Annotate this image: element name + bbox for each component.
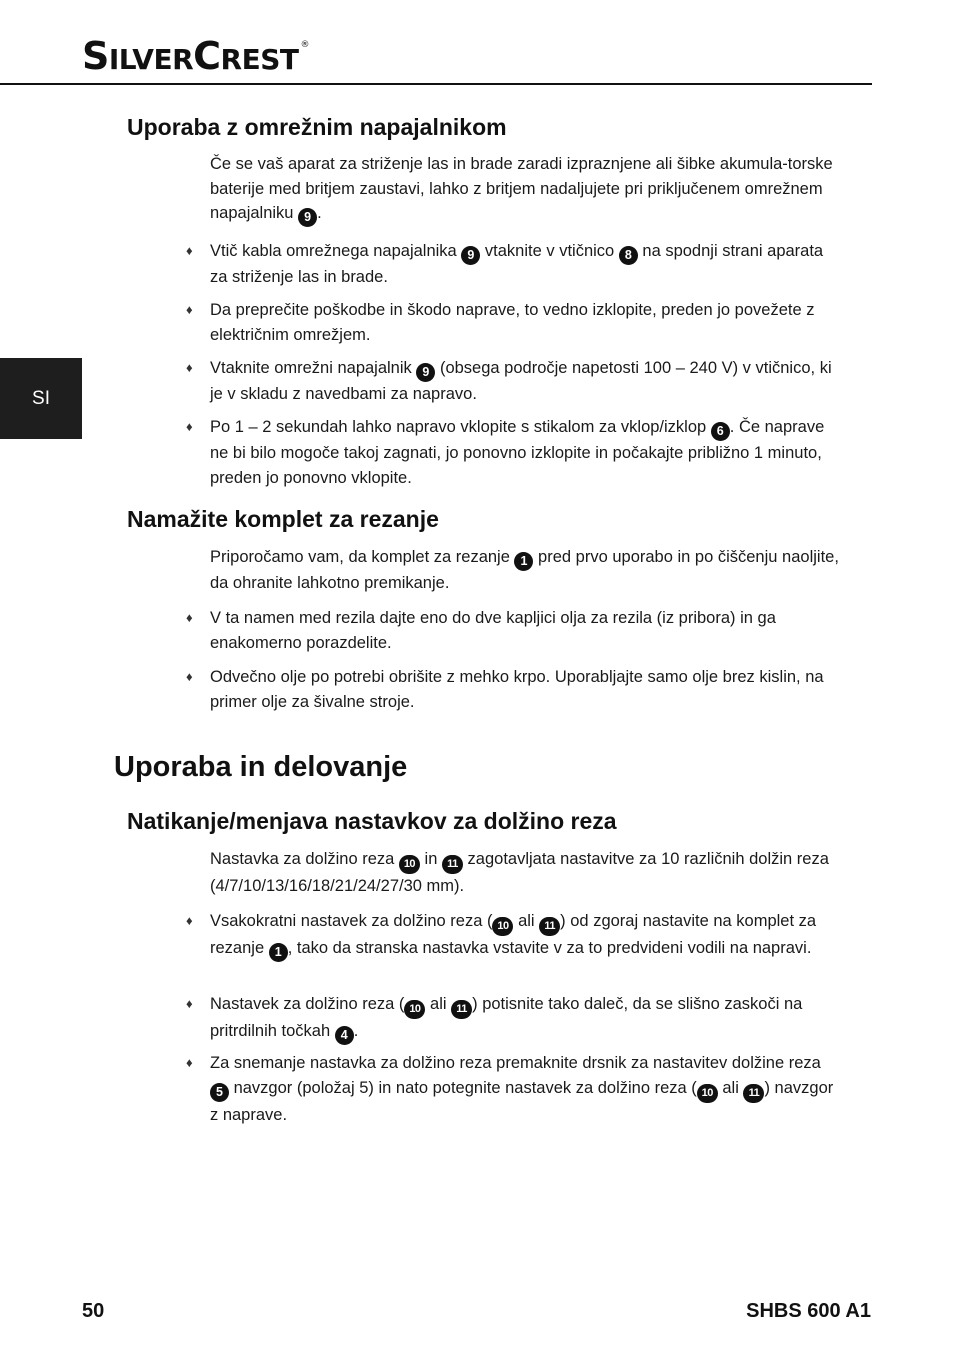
bullet-icon: ♦ — [186, 669, 193, 684]
reference-number-badge: 11 — [442, 855, 463, 874]
header-divider — [0, 83, 872, 85]
bullet-text: Vsakokratni nastavek za dolžino reza ( 10 ali 11 ) od zgoraj nastavite na komplet za rezanje 1 , tako da stranska nastavka vstavite v za to predvideni vodili na napravi. — [210, 909, 840, 962]
reference-number-badge: 10 — [399, 855, 420, 874]
bullet-icon: ♦ — [186, 913, 193, 928]
reference-number-badge: 9 — [461, 246, 480, 265]
bullet-text: Odvečno olje po potrebi obrišite z mehko krpo. Uporabljajte samo olje brez kislin, na primer olje za šivalne stroje. — [210, 668, 824, 711]
reference-number-badge: 9 — [416, 363, 435, 382]
bullet-icon: ♦ — [186, 419, 193, 434]
bullet-text: Nastavek za dolžino reza ( 10 ali 11 ) potisnite tako daleč, da se slišno zaskoči na pritrdilnih točkah 4 . — [210, 992, 840, 1045]
registered-mark: ® — [300, 40, 309, 50]
reference-number-badge: 11 — [451, 1000, 472, 1019]
language-tab — [0, 358, 82, 439]
mains-adapter-step-3 — [186, 356, 840, 407]
reference-number-badge: 5 — [210, 1083, 229, 1102]
mains-adapter-step-1 — [186, 239, 840, 290]
section-title-attachments: Natikanje/menjava nastavkov za dolžino reza — [127, 808, 617, 834]
section-title-mains-adapter: Uporaba z omrežnim napajalnikom — [127, 114, 507, 140]
attachments-step-1 — [186, 909, 840, 962]
bullet-icon: ♦ — [186, 243, 193, 258]
attachments-intro: Nastavka za dolžino reza 10 in 11 zagotavljata nastavitve za 10 različnih dolžin reza (4/7/10/13/16/18/21/24/27/30 mm). — [210, 850, 829, 895]
lubricate-intro: Priporočamo vam, da komplet za rezanje 1 pred prvo uporabo in po čiščenju naoljite, da ohranite lahkotno premikanje. — [210, 548, 839, 592]
reference-number-badge: 8 — [619, 246, 638, 265]
main-heading-operation: Uporaba in delovanje — [114, 751, 408, 783]
attachments-step-3 — [186, 1051, 840, 1127]
reference-number-badge: 10 — [697, 1084, 718, 1103]
reference-number-badge: 1 — [514, 552, 533, 571]
reference-number-badge: 9 — [298, 208, 317, 227]
reference-number-badge: 6 — [711, 422, 730, 441]
lubricate-step-1 — [186, 606, 840, 655]
brand-logo: SILVERCREST ® — [82, 34, 309, 78]
bullet-text: Po 1 – 2 sekundah lahko napravo vklopite s stikalom za vklop/izklop 6 . Če naprave ne bi bilo mogoče takoj zagnati, jo ponovno izklopite in počakajte približno 1 minuto, preden jo ponovno vklopite. — [210, 418, 825, 487]
page-number: 50 — [82, 1300, 105, 1322]
mains-adapter-step-2 — [186, 298, 840, 347]
reference-number-badge: 1 — [269, 943, 288, 962]
mains-adapter-intro: Če se vaš aparat za striženje las in brade zaradi izpraznjene ali šibke akumula-torske baterije med britjem zaustavi, lahko z britjem nadaljujete pri priključenem omrežnem napajalniku 9 . — [210, 152, 840, 227]
bullet-text: Da preprečite poškodbe in škodo naprave, to vedno izklopite, preden jo povežete z električnim omrežjem. — [210, 301, 815, 344]
bullet-text: Vtič kabla omrežnega napajalnika 9 vtaknite v vtičnico 8 na spodnji strani aparata za striženje las in brade. — [210, 242, 824, 286]
reference-number-badge: 11 — [539, 917, 560, 936]
bullet-text: V ta namen med rezila dajte eno do dve kapljici olja za rezila (iz pribora) in ga enakomerno porazdelite. — [210, 609, 776, 652]
bullet-icon: ♦ — [186, 610, 193, 625]
bullet-text: Za snemanje nastavka za dolžino reza premaknite drsnik za nastavitev dolžine reza 5 navzgor (položaj 5) in nato potegnite nastavek za dolžino reza ( 10 ali 11 ) navzgor z naprave. — [210, 1054, 834, 1124]
bullet-icon: ♦ — [186, 302, 193, 317]
bullet-icon: ♦ — [186, 996, 193, 1011]
bullet-icon: ♦ — [186, 360, 193, 375]
bullet-icon: ♦ — [186, 1055, 193, 1070]
mains-adapter-step-4 — [186, 415, 840, 490]
reference-number-badge: 10 — [492, 917, 513, 936]
reference-number-badge: 4 — [335, 1026, 354, 1045]
section-title-lubricate: Namažite komplet za rezanje — [127, 506, 439, 532]
model-number: SHBS 600 A1 — [746, 1300, 871, 1322]
reference-number-badge: 10 — [404, 1000, 425, 1019]
lubricate-step-2 — [186, 665, 840, 714]
bullet-text: Vtaknite omrežni napajalnik 9 (obsega področje napetosti 100 – 240 V) v vtičnico, ki je v skladu z navedbami za napravo. — [210, 359, 832, 403]
reference-number-badge: 11 — [743, 1084, 764, 1103]
language-label: SI — [32, 387, 50, 409]
attachments-step-2 — [186, 992, 840, 1045]
